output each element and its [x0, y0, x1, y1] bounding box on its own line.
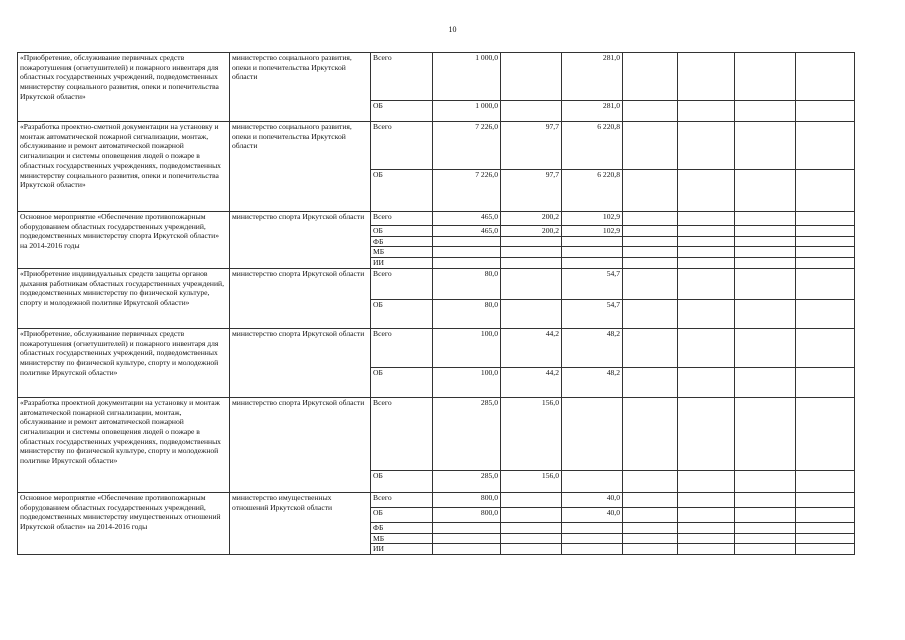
amount-cell-y2016 [623, 470, 678, 492]
empty-cell [796, 544, 855, 555]
empty-cell [796, 367, 855, 397]
amount-cell-y2014: 44,2 [501, 328, 562, 367]
empty-cell [735, 397, 796, 470]
funding-source-cell: ОБ [371, 470, 433, 492]
activity-name-cell: «Приобретение, обслуживание первичных средств пожаротушения (огнетушителей) и пожарного инвентаря для областных государственных учреждений, подведомственных министерству социального развития, опеки и попечительства Иркутской области» [18, 53, 230, 122]
empty-cell [678, 226, 735, 237]
empty-cell [796, 492, 855, 507]
amount-cell-y2014 [501, 258, 562, 269]
empty-cell [678, 328, 735, 367]
activity-name-cell: «Приобретение индивидуальных средств защиты органов дыхания работникам областных государственных учреждений, подведомственных министерству по физической культуре, спорту и молодежной политике Иркутской области» [18, 268, 230, 328]
amount-cell-y2014 [501, 544, 562, 555]
amount-cell-y2015 [562, 258, 623, 269]
funding-source-cell: ОБ [371, 170, 433, 212]
empty-cell [796, 212, 855, 226]
budget-table [17, 52, 855, 555]
empty-cell [678, 492, 735, 507]
empty-cell [796, 122, 855, 170]
funding-source-cell: ИИ [371, 258, 433, 269]
empty-cell [735, 492, 796, 507]
amount-cell-y2015: 102,9 [562, 226, 623, 237]
executor-cell: министерство спорта Иркутской области [230, 328, 371, 397]
executor-cell: министерство спорта Иркутской области [230, 268, 371, 328]
table-row [18, 53, 855, 101]
amount-cell-y2015 [562, 544, 623, 555]
amount-cell-total [433, 258, 501, 269]
funding-source-cell: Всего [371, 122, 433, 170]
amount-cell-y2014: 97,7 [501, 122, 562, 170]
empty-cell [735, 507, 796, 522]
empty-cell [735, 236, 796, 247]
amount-cell-y2014 [501, 492, 562, 507]
empty-cell [735, 533, 796, 544]
empty-cell [735, 328, 796, 367]
amount-cell-y2015: 281,0 [562, 101, 623, 122]
amount-cell-y2016 [623, 226, 678, 237]
amount-cell-y2016 [623, 101, 678, 122]
funding-source-cell: ОБ [371, 101, 433, 122]
empty-cell [678, 544, 735, 555]
amount-cell-y2016 [623, 522, 678, 533]
empty-cell [678, 299, 735, 328]
amount-cell-y2014 [501, 101, 562, 122]
amount-cell-y2016 [623, 212, 678, 226]
empty-cell [735, 299, 796, 328]
amount-cell-y2016 [623, 367, 678, 397]
amount-cell-y2014 [501, 53, 562, 101]
funding-source-cell: ОБ [371, 367, 433, 397]
amount-cell-y2014 [501, 522, 562, 533]
amount-cell-y2015: 40,0 [562, 492, 623, 507]
amount-cell-y2014 [501, 299, 562, 328]
empty-cell [735, 122, 796, 170]
amount-cell-total [433, 236, 501, 247]
empty-cell [796, 533, 855, 544]
funding-source-cell: Всего [371, 397, 433, 470]
empty-cell [735, 544, 796, 555]
empty-cell [796, 522, 855, 533]
empty-cell [735, 522, 796, 533]
amount-cell-y2014: 156,0 [501, 470, 562, 492]
amount-cell-y2014: 156,0 [501, 397, 562, 470]
amount-cell-total: 100,0 [433, 367, 501, 397]
table-row [18, 328, 855, 367]
amount-cell-total [433, 533, 501, 544]
empty-cell [796, 397, 855, 470]
amount-cell-y2014: 44,2 [501, 367, 562, 397]
amount-cell-y2016 [623, 53, 678, 101]
amount-cell-y2015: 54,7 [562, 299, 623, 328]
amount-cell-y2015 [562, 397, 623, 470]
amount-cell-y2015: 6 220,8 [562, 122, 623, 170]
executor-cell: министерство социального развития, опеки и попечительства Иркутской области [230, 122, 371, 212]
activity-name-cell: Основное мероприятие «Обеспечение противопожарным оборудованием областных государственных учреждений, подведомственных министерству спорта Иркутской области» на 2014-2016 годы [18, 212, 230, 269]
activity-name-cell: «Разработка проектно-сметной документации на установку и монтаж автоматической пожарной сигнализации, монтаж, обслуживание и ремонт автоматической пожарной сигнализации и системы оповещения людей о пожаре в областных государственных учреждениях, подведомственных министерству социального развития, опеки и попечительства Иркутской области» [18, 122, 230, 212]
amount-cell-total: 1 000,0 [433, 53, 501, 101]
empty-cell [796, 236, 855, 247]
amount-cell-total: 80,0 [433, 299, 501, 328]
table-row [18, 122, 855, 170]
amount-cell-y2014 [501, 236, 562, 247]
amount-cell-y2016 [623, 299, 678, 328]
empty-cell [678, 522, 735, 533]
table-row [18, 212, 855, 226]
amount-cell-y2015: 54,7 [562, 268, 623, 299]
amount-cell-y2016 [623, 507, 678, 522]
amount-cell-y2016 [623, 533, 678, 544]
empty-cell [796, 101, 855, 122]
empty-cell [796, 507, 855, 522]
empty-cell [678, 268, 735, 299]
amount-cell-total: 465,0 [433, 226, 501, 237]
empty-cell [796, 53, 855, 101]
activity-name-cell: «Приобретение, обслуживание первичных средств пожаротушения (огнетушителей) и пожарного инвентаря для областных государственных учреждений, подведомственных министерству по физической культуре, спорту и молодежной политике Иркутской области» [18, 328, 230, 397]
empty-cell [678, 247, 735, 258]
amount-cell-total [433, 247, 501, 258]
amount-cell-y2016 [623, 170, 678, 212]
funding-source-cell: Всего [371, 53, 433, 101]
funding-source-cell: Всего [371, 492, 433, 507]
empty-cell [678, 507, 735, 522]
amount-cell-total [433, 522, 501, 533]
page-number: 10 [448, 25, 457, 34]
funding-source-cell: ФБ [371, 236, 433, 247]
amount-cell-y2014 [501, 247, 562, 258]
funding-source-cell: Всего [371, 268, 433, 299]
amount-cell-y2015: 281,0 [562, 53, 623, 101]
executor-cell: министерство спорта Иркутской области [230, 397, 371, 492]
empty-cell [796, 328, 855, 367]
amount-cell-y2016 [623, 492, 678, 507]
empty-cell [796, 258, 855, 269]
amount-cell-total: 7 226,0 [433, 170, 501, 212]
empty-cell [735, 367, 796, 397]
empty-cell [735, 170, 796, 212]
table-row [18, 268, 855, 299]
funding-source-cell: ФБ [371, 522, 433, 533]
amount-cell-y2015 [562, 522, 623, 533]
empty-cell [678, 367, 735, 397]
table-row [18, 492, 855, 507]
amount-cell-y2016 [623, 258, 678, 269]
empty-cell [796, 299, 855, 328]
amount-cell-y2015 [562, 470, 623, 492]
funding-source-cell: ОБ [371, 226, 433, 237]
amount-cell-y2015 [562, 236, 623, 247]
empty-cell [678, 170, 735, 212]
activity-name-cell: «Разработка проектной документации на установку и монтаж автоматической пожарной сигнализации, монтаж, обслуживание и ремонт автоматической пожарной сигнализации и системы оповещения людей о пожаре в областных государственных учреждениях, подведомственных министерству по физической культуре, спорту и молодежной политике Иркутской области» [18, 397, 230, 492]
amount-cell-y2016 [623, 397, 678, 470]
empty-cell [678, 101, 735, 122]
amount-cell-total: 80,0 [433, 268, 501, 299]
amount-cell-total: 1 000,0 [433, 101, 501, 122]
amount-cell-total: 465,0 [433, 212, 501, 226]
amount-cell-total: 285,0 [433, 397, 501, 470]
amount-cell-y2016 [623, 236, 678, 247]
empty-cell [678, 397, 735, 470]
empty-cell [735, 212, 796, 226]
empty-cell [735, 247, 796, 258]
amount-cell-y2015: 48,2 [562, 328, 623, 367]
amount-cell-y2014: 200,2 [501, 212, 562, 226]
funding-source-cell: Всего [371, 328, 433, 367]
amount-cell-y2015: 48,2 [562, 367, 623, 397]
amount-cell-y2014 [501, 268, 562, 299]
empty-cell [796, 247, 855, 258]
amount-cell-y2016 [623, 122, 678, 170]
empty-cell [735, 226, 796, 237]
amount-cell-total: 800,0 [433, 507, 501, 522]
amount-cell-total: 285,0 [433, 470, 501, 492]
empty-cell [678, 53, 735, 101]
empty-cell [735, 470, 796, 492]
amount-cell-total [433, 544, 501, 555]
funding-source-cell: МБ [371, 533, 433, 544]
executor-cell: министерство спорта Иркутской области [230, 212, 371, 269]
table-row [18, 397, 855, 470]
amount-cell-y2016 [623, 247, 678, 258]
amount-cell-y2014 [501, 507, 562, 522]
empty-cell [796, 226, 855, 237]
amount-cell-y2015: 102,9 [562, 212, 623, 226]
empty-cell [735, 101, 796, 122]
amount-cell-total: 800,0 [433, 492, 501, 507]
amount-cell-y2016 [623, 268, 678, 299]
empty-cell [678, 258, 735, 269]
executor-cell: министерство имущественных отношений Иркутской области [230, 492, 371, 554]
funding-source-cell: ИИ [371, 544, 433, 555]
empty-cell [678, 470, 735, 492]
funding-source-cell: ОБ [371, 507, 433, 522]
funding-source-cell: ОБ [371, 299, 433, 328]
empty-cell [678, 533, 735, 544]
funding-source-cell: Всего [371, 212, 433, 226]
amount-cell-y2014 [501, 533, 562, 544]
empty-cell [796, 268, 855, 299]
amount-cell-total: 7 226,0 [433, 122, 501, 170]
empty-cell [678, 122, 735, 170]
amount-cell-y2015: 40,0 [562, 507, 623, 522]
amount-cell-y2014: 97,7 [501, 170, 562, 212]
empty-cell [678, 236, 735, 247]
empty-cell [735, 268, 796, 299]
executor-cell: министерство социального развития, опеки и попечительства Иркутской области [230, 53, 371, 122]
funding-source-cell: МБ [371, 247, 433, 258]
empty-cell [796, 470, 855, 492]
empty-cell [796, 170, 855, 212]
amount-cell-y2016 [623, 328, 678, 367]
amount-cell-y2016 [623, 544, 678, 555]
amount-cell-total: 100,0 [433, 328, 501, 367]
empty-cell [735, 53, 796, 101]
amount-cell-y2015 [562, 533, 623, 544]
empty-cell [678, 212, 735, 226]
amount-cell-y2015: 6 220,8 [562, 170, 623, 212]
amount-cell-y2015 [562, 247, 623, 258]
empty-cell [735, 258, 796, 269]
amount-cell-y2014: 200,2 [501, 226, 562, 237]
activity-name-cell: Основное мероприятие «Обеспечение противопожарным оборудованием областных государственных учреждений, подведомственных министерству имущественных отношений Иркутской области» на 2014-2016 годы [18, 492, 230, 554]
